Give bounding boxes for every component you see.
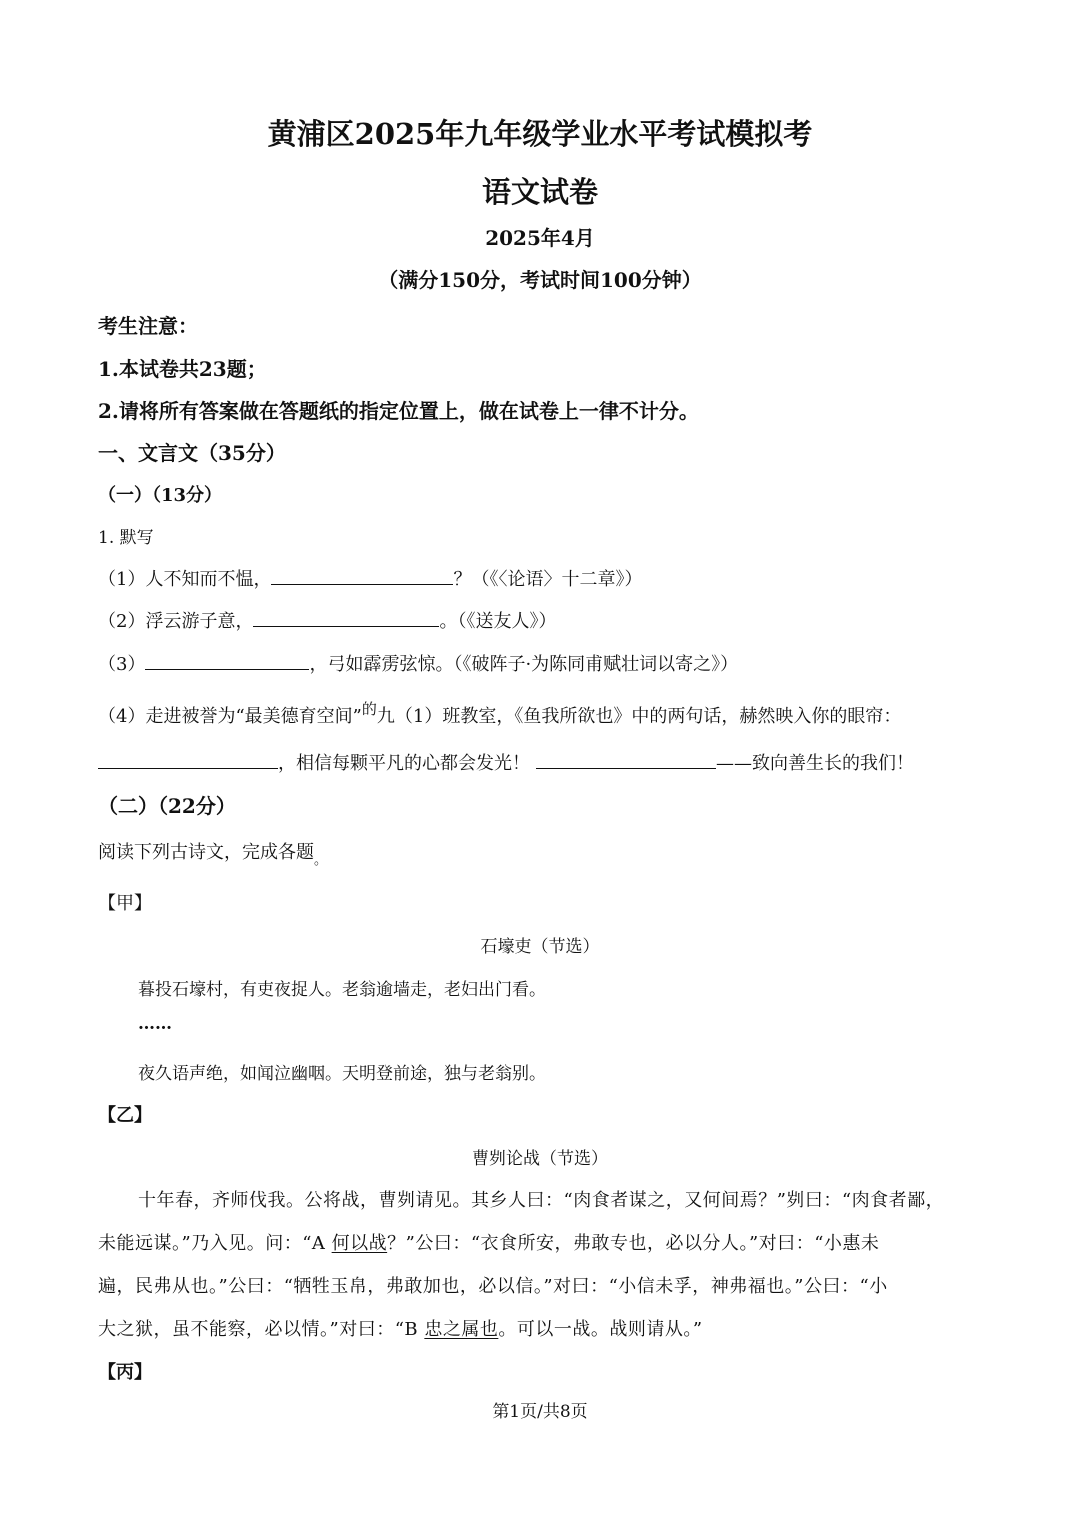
answer-blank-1[interactable] [271,566,453,585]
section-heading: 一、文言文（35分） [98,441,286,465]
question-1-title: 1. 默写 [98,528,154,548]
question-1-3 [98,650,738,676]
passage-jia-line-2: 夜久语声绝，如闻泣幽咽。天明登前途，独与老翁别。 [138,1064,546,1084]
passage-yi-line-3: 遍，民弗从也。”公曰：“牺牲玉帛，弗敢加也，必以信。”对曰：“小信未孚，神弗福也。”公曰：“小 [98,1276,888,1297]
passage-jia-ellipsis: …… [138,1014,172,1034]
part-2-instruction-text: 阅读下列古诗文，完成各题 [98,842,314,863]
question-1-4-line2 [98,749,914,775]
question-1-4-line1 [98,702,901,728]
part-2-heading: （二）（22分） [98,794,236,818]
exam-title: 黄浦区2025年九年级学业水平考试模拟考 [267,117,813,151]
notice-item-2: 2.请将所有答案做在答题纸的指定位置上，做在试卷上一律不计分。 [98,399,699,423]
passage-yi-line-2 [98,1229,983,1255]
question-1-1-suffix: ？（《〈论语〉十二章》） [453,569,643,590]
exam-date: 2025年4月 [485,226,595,250]
question-1-2-suffix: 。（《送友人》） [439,611,557,632]
question-1-4-text-b: 九（1）班教室，《鱼我所欲也》中的两句话，赫然映入你的眼帘： [376,706,902,727]
question-1-1 [98,565,642,591]
passage-yi-line-4-b: 。可以一战。战则请从。” [498,1319,703,1340]
score-time-info: （满分150分，考试时间100分钟） [378,268,702,292]
passage-yi-line-2-a: 未能远谋。”乃入见。问：“A [98,1233,332,1254]
part-1-heading: （一）（13分） [98,485,223,506]
passage-jia-title: 石壕吏（节选） [480,937,600,957]
question-1-3-prefix: （3） [98,654,146,675]
underlined-phrase-a: 何以战 [331,1233,388,1254]
question-1-3-suffix: ，弓如霹雳弦惊。（《破阵子·为陈同甫赋壮词以寄之》） [309,654,739,675]
passage-yi-line-4-a: 大之狱，虽不能察，必以情。”对曰：“B [98,1319,425,1340]
answer-blank-5[interactable] [536,750,716,769]
notice-heading: 考生注意： [98,314,198,338]
answer-blank-3[interactable] [145,651,309,670]
question-1-1-prefix: （1）人不知而不愠， [98,569,272,590]
passage-yi-label: 【乙】 [98,1105,152,1126]
answer-blank-4[interactable] [98,750,278,769]
underlined-phrase-b: 忠之属也 [424,1319,499,1340]
passage-yi-line-1: 十年春，齐师伐我。公将战，曹刿请见。其乡人曰：“肉食者谋之，又何间焉？”刿曰：“肉食者鄙， [138,1190,945,1211]
question-1-2 [98,607,556,633]
part-2-instruction-dot: 。 [314,853,328,868]
passage-yi-line-4 [98,1315,983,1341]
question-1-2-prefix: （2）浮云游子意， [98,611,254,632]
question-1-4-mid: ，相信每颗平凡的心都会发光！ [278,753,530,774]
question-1-4-sup: 的 [361,700,377,718]
page-number: 第1页/共8页 [492,1402,588,1422]
passage-jia-label: 【甲】 [98,893,152,914]
question-1-4-text-a: （4）走进被誉为“最美德育空间” [98,706,362,727]
answer-blank-2[interactable] [253,608,439,627]
question-1-4-end: ——致向善生长的我们！ [716,753,914,774]
part-2-instruction [98,838,328,868]
notice-item-1: 1.本试卷共23题； [98,357,267,381]
passage-bing-label: 【丙】 [98,1362,152,1383]
passage-jia-line-1: 暮投石壕村，有吏夜捉人。老翁逾墙走，老妇出门看。 [138,980,546,1000]
passage-yi-title: 曹刿论战（节选） [472,1149,608,1169]
passage-yi-line-2-b: ？”公曰：“衣食所安，弗敢专也，必以分人。”对曰：“小惠未 [387,1233,880,1254]
subject-title: 语文试卷 [481,175,598,209]
